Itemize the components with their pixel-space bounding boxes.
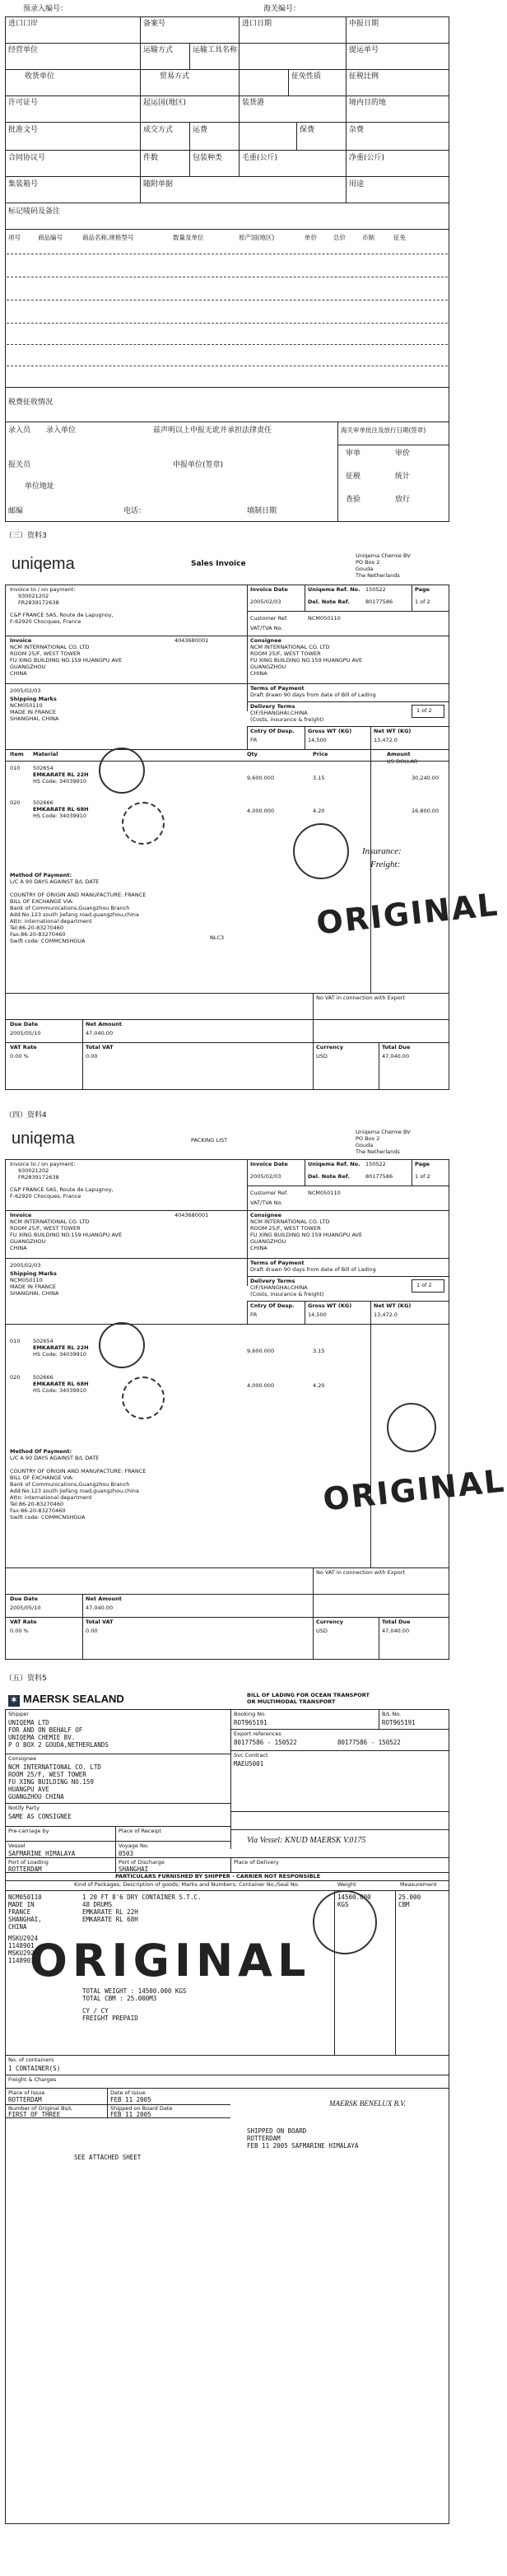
company-stamp-seal bbox=[99, 1322, 145, 1368]
maersk-logo: ✶ MAERSK SEALAND bbox=[8, 1693, 124, 1707]
carrier-stamp-seal bbox=[313, 1890, 377, 1954]
signature: MAERSK BENELUX B.V. bbox=[329, 2099, 406, 2108]
section-3-label: （三）资料3 bbox=[5, 532, 47, 540]
section-4-label: （四）资料4 bbox=[5, 1111, 47, 1120]
section-5-label: （五）资料5 bbox=[5, 1675, 47, 1683]
maersk-star-icon: ✶ bbox=[8, 1695, 20, 1707]
signature-stamp bbox=[387, 1403, 436, 1452]
marks-label: 标记唛码及备注 bbox=[8, 207, 61, 216]
bill-of-lading: ✶ MAERSK SEALAND BILL OF LADING FOR OCEAN TRANSPORT OR MULTIMODAL TRANSPORT Shipper UNIQEMA LTD FOR AND ON BEHALF OF UNIQEMA CHEMIE BV. P O BOX 2 GOUDA,NETHERLANDS Booking No. ROT965191 B/L No. ROT965191 Export references 80177586 - 150522 80177586 - 150522 Svc Contract MAEU5001 Consignee NCM INTERNATIONAL CO. LTD ROOM 25/F, WEST TOWER FU XING BUILDING NO.159 HUANGPU AVE GUANGZHOU CHINA Notify Party SAME AS CONSIGNEE Pre-carriage by Place of Receipt Vessel SAFMARINE HIMALAYA Voyage No. 0503 Port of Loading ROTTERDAM Port of Discharge SHANGHAI Place of Delivery Via Vessel: KNUD MAERSK V.0175 PARTICULARS FURNISHED BY SHIPPER - CARRIER NOT RESPONSIBLE Kind of Packages; Description of goods; Marks and Numbers; Container No./Seal No. Weight Measurement NCM050110 MADE IN FRANCE SHANGHAI, CHINA MSKU2924 1148901 MSKU2924 1148901 1 20 FT 8'6 DRY CONTAINER S.T.C. 48 DRUMS EMKARATE RL 22H EMKARATE RL 68H 14500.000 KGS 25.000 CBM ORIGINAL TOTAL WEIGHT : 14500.000 KGS TOTAL CBM : 25.000M3 CY / CY FREIGHT PREPAID No. of containers 1 CONTAINER(S) Freight & Charges Place of Issue ROTTERDAM Date of Issue FEB 11 2005 Number of Original Bs/L FIRST OF THREE Shipped on Board Date FEB 11 2005 MAERSK BENELUX B.V. SHIPPED ON BOARD ROTTERDAM FEB 11 2005 SAFMARINE HIMALAYA SEE ATTACHED SHEET bbox=[0, 1688, 453, 2573]
bl-frame bbox=[5, 1709, 449, 2524]
original-stamp: ORIGINAL bbox=[314, 886, 501, 942]
signature-stamp bbox=[293, 823, 349, 879]
sales-invoice: uniqema Sales Invoice Uniqema Chemie BV PO Box 2 Gouda The Netherlands Invoice to / on payment: 930021202 FR2839172638 Invoice Date 2005/02/03 Uniqema Ref. No. 150522 Del. Note Ref. 80177586 Page 1 of 2 C&P FRANCE SAS, Route de Lapugnoy, F-62920 Chocques, France Customer Ref. NCM050110 VAT/TVA No. Invoice 4043680001 Consignee NCM INTERNATIONAL CO. LTD ROOM 25/F, WEST TOWER FU XING BUILDING NO.159 HUANGPU AVE GUANGZHOU CHINA NCM INTERNATIONAL CO. LTD ROOM 25/F, WEST TOWER FU XING BUILDING NO.159 HUANGPU AVE GUANGZHOU CHINA 2005/02/03 Shipping Marks NCM050110 MADE IN FRANCE SHANGHAI, CHINA Terms of Payment Draft drawn 90 days from date of Bill of Lading Delivery Terms CIF/SHANGHAI,CHINA (Costs, insurance & freight) 1 of 2 Cntry Of Desp. FR Gross WT (KG) 14,500 Net WT (KG) 13,472.0 Item Material Qty Price Amount US DOLLAR 010 502654 EMKARATE RL 22H HS Code: 34039910 9,600.000 3.15 30,240.00 020 502666 EMKARATE RL 68H HS Code: 34039910 4,000.000 4.20 16,800.00 Method Of Payment: L/C A 90 DAYS AGAINST B/L DATE COUNTRY OF ORIGIN AND MANUFACTURE: FRANCE BILL OF EXCHANGE VIA: Bank of Communications,Guangzhou Branch Add:No.123 south jiefang road,guangzhou,china Attn: international department Tel:86-20-83270460 Fax:86-20-83270460 Swift code: COMMCNSHGUA NLC3 Insurance: Freight: ORIGINAL No VAT in connection with Export Due Date 2005/05/10 Net Amount 47,040.00 VAT Rate 0.00 % Total VAT 0.00 Currency USD Total Due 47,040.00 bbox=[0, 543, 453, 1103]
company-stamp-seal bbox=[99, 748, 145, 794]
uniqema-logo: uniqema bbox=[12, 1130, 75, 1148]
tax-label: 税费征收情况 bbox=[8, 398, 53, 407]
uniqema-logo: uniqema bbox=[12, 555, 75, 573]
original-stamp: ORIGINAL bbox=[321, 1462, 507, 1518]
pre-entry-number-label: 预录入编号： bbox=[23, 5, 68, 13]
company-stamp-seal bbox=[122, 1377, 165, 1419]
customs-declaration: 预录入编号： 海关编号： 进口口岸 备案号 进口日期 申报日期 经营单位 运输方式 运输工具名称 提运单号 收货单位 贸易方式 征免性质 征税比例 许可证号 起运国(地区) 装货港 境内目的地 批准文号 成交方式 运费 保费 杂费 合同协议号 件数 包装种类 毛重(公斤) 净重(公斤) 集装箱号 随附单据 用途 标记唛码及备注 项号 商品编号 商品名称,规格型号 数量及单位 原产国(地区) 单价 总价 币制 征免 税费征收情况 录入员 录入单位 兹声明以上申报无讹并承担法律责任 海关审单批注及放行日期(签章) 审单 审价 报关员 申报单位(签章) 征税 统计 单位地址 查验 放行 邮编 电话： 填制日期 bbox=[0, 0, 453, 527]
declaration-frame bbox=[5, 16, 449, 522]
packing-list-title: PACKING LIST bbox=[191, 1137, 228, 1144]
company-stamp-seal bbox=[122, 802, 165, 845]
invoice-title: Sales Invoice bbox=[191, 560, 246, 568]
packing-list: uniqema PACKING LIST Uniqema Chemie BV PO Box 2 Gouda The Netherlands Invoice to / on payment: 930021202 FR2839172638 Invoice Date 2005/02/03 Uniqema Ref. No. 150522 Del. Note Ref. 80177586 Page 1 of 2 C&P FRANCE SAS, Route de Lapugnoy, F-62920 Chocques, France Customer Ref. NCM050110 VAT/TVA No. Invoice 4043680001 Consignee NCM INTERNATIONAL CO. LTD ROOM 25/F, WEST TOWER FU XING BUILDING NO.159 HUANGPU AVE GUANGZHOU CHINA NCM INTERNATIONAL CO. LTD ROOM 25/F, WEST TOWER FU XING BUILDING NO.159 HUANGPU AVE GUANGZHOU CHINA 2005/02/03 Shipping Marks NCM050110 MADE IN FRANCE SHANGHAI, CHINA Terms of Payment Draft drawn 90 days from date of Bill of Lading Delivery Terms CIF/SHANGHAI,CHINA (Costs, insurance & freight) 1 of 2 Cntry Of Desp. FR Gross WT (KG) 14,500 Net WT (KG) 13,472.0 010 502654 EMKARATE RL 22H HS Code: 34039910 9,600.000 3.15 020 502666 EMKARATE RL 68H HS Code: 34039910 4,000.000 4.20 Method Of Payment: L/C A 90 DAYS AGAINST B/L DATE COUNTRY OF ORIGIN AND MANUFACTURE: FRANCE BILL OF EXCHANGE VIA: Bank of Communications,Guangzhou Branch Add:No.123 south jiefang road,guangzhou,china Attn: international department Tel:86-20-83270460 Fax:86-20-83270460 Swift code: COMMCNSHGUA ORIGINAL No VAT in connection with Export Due Date 2005/05/10 Net Amount 47,040.00 VAT Rate 0.00 % Total VAT 0.00 Currency USD Total Due 47,040.00 bbox=[0, 1123, 453, 1666]
original-stamp: ORIGINAL bbox=[30, 1935, 311, 1987]
customs-number-label: 海关编号： bbox=[263, 5, 301, 13]
